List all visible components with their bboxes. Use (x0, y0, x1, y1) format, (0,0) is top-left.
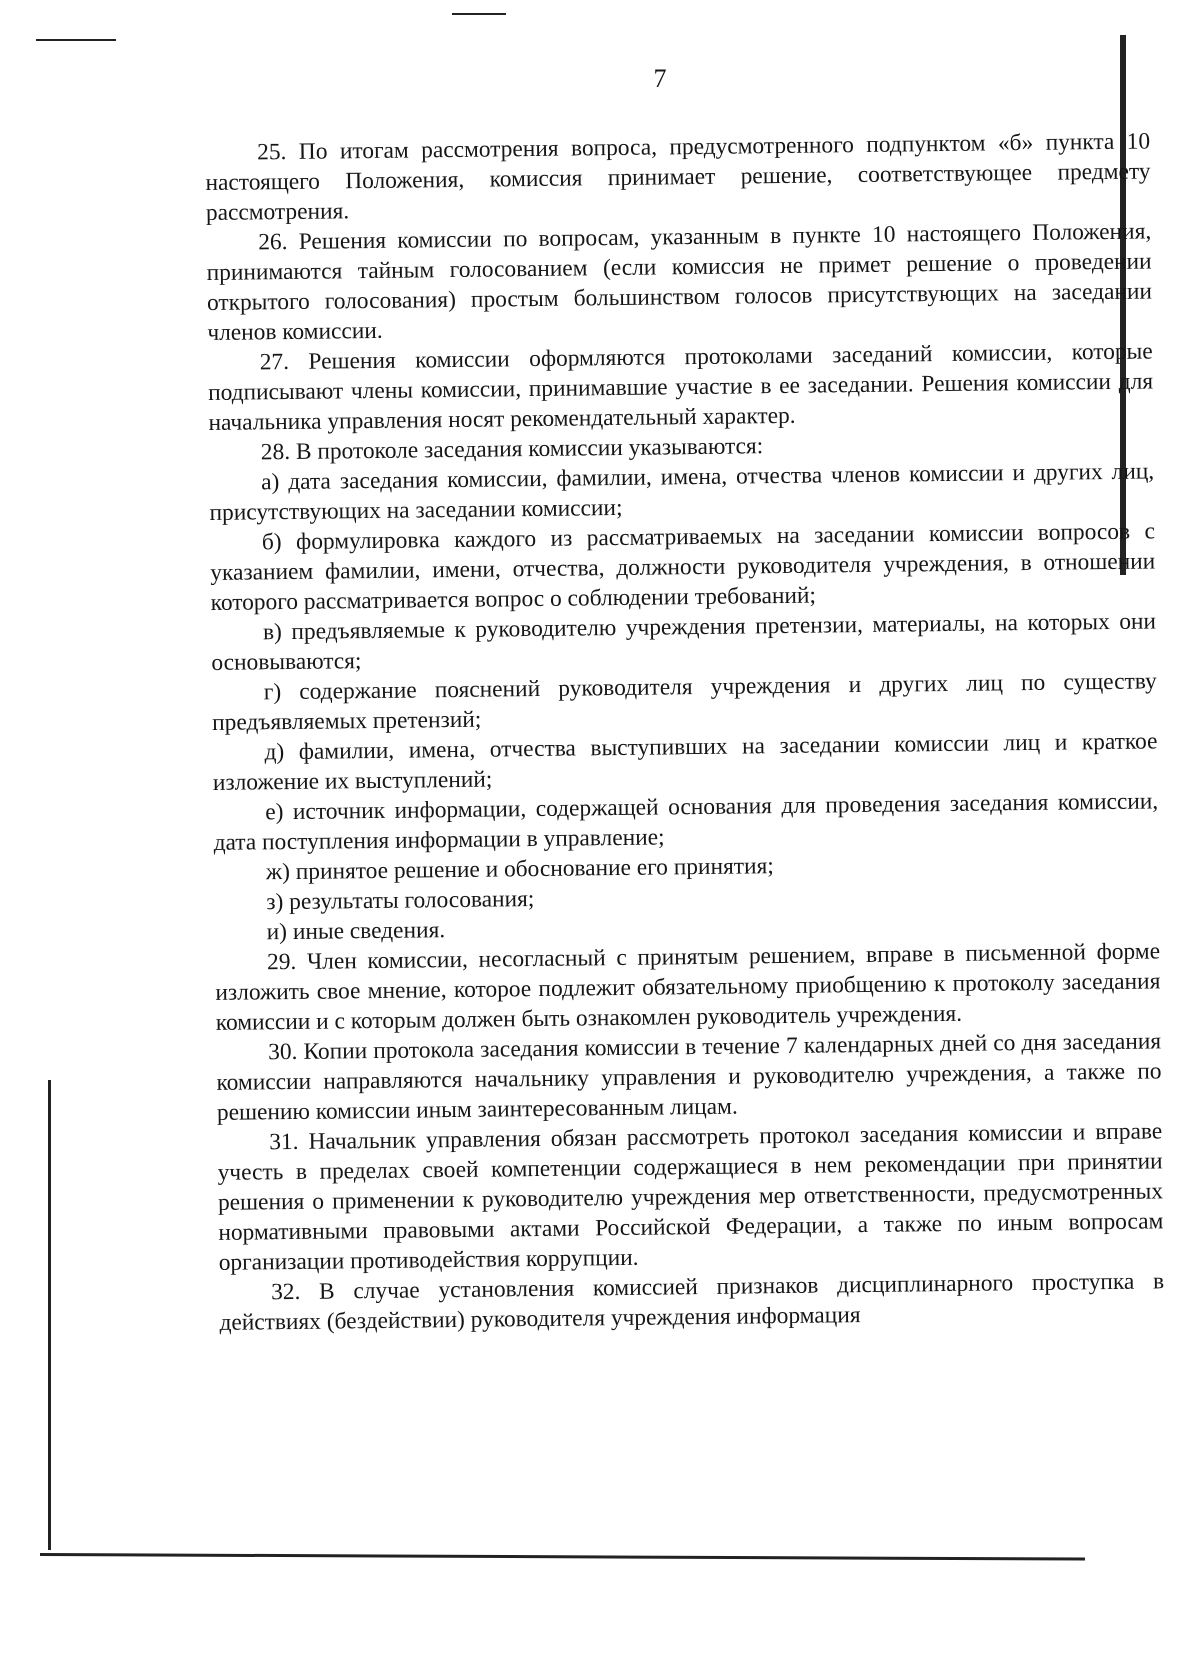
list-item-v: в) предъявляемые к руководителю учреждения претензии, материалы, на которых они основываются; (211, 608, 1157, 676)
list-item-g: г) содержание пояснений руководителя учреждения и других лиц по существу предъявляемых претензий; (211, 668, 1157, 736)
scan-edge-left (48, 1080, 51, 1550)
list-item-zh: ж) принятое решение и обоснование его принятия; (265, 853, 774, 886)
paragraph-25: 25. По итогам рассмотрения вопроса, предусмотренного подпунктом «б» пункта 10 настоящего Положения, комиссия принимает решение, соответствующее предмету рассмотрения. (205, 128, 1151, 226)
paragraph-31: 31. Начальник управления обязан рассмотреть протокол заседания комиссии и вправе учесть в пределах своей компетенции содержащиеся в нем рекомендации при принятии решения о применении к руководителю учреждения мер ответственности, предусмотренных нормативными правовыми актами Российской Федерации, а также по иным вопросам организации противодействия коррупции. (217, 1118, 1164, 1276)
paragraph-28: 28. В протоколе заседания комиссии указываются: (260, 433, 764, 466)
paragraph-26: 26. Решения комиссии по вопросам, указанным в пункте 10 настоящего Положения, принимаются тайным голосованием (если комиссия не примет решение о проведении открытого голосования) простым большинством голосов присутствующих на заседании членов комиссии. (206, 218, 1153, 346)
list-item-z: з) результаты голосования; (266, 886, 535, 916)
list-item-b: б) формулировка каждого из рассматриваемых на заседании комиссии вопросов с указанием фамилии, имени, отчества, должности руководителя учреждения, в отношении которого рассматривается вопрос о соблюдении требований; (210, 518, 1156, 616)
paragraph-30: 30. Копии протокола заседания комиссии в течение 7 календарных дней со дня заседания комиссии направляются начальнику управления и руководителю учреждения, а также по решению комиссии иным заинтересованным лицам. (216, 1028, 1162, 1126)
page-number: 7 (653, 64, 667, 93)
scan-edge-top-mark (452, 13, 506, 15)
scan-edge-bottom (40, 1553, 1085, 1561)
paragraph-29: 29. Член комиссии, несогласный с принятым решением, вправе в письменной форме изложить свое мнение, которое подлежит обязательному приобщению к протоколу заседания комиссии и с которым должен быть ознакомлен руководитель учреждения. (215, 938, 1161, 1036)
paragraph-27: 27. Решения комиссии оформляются протоколами заседаний комиссии, которые подписывают члены комиссии, принимавшие участие в ее заседании. Решения комиссии для начальника управления носят рекомендательный характер. (207, 338, 1154, 436)
scan-edge-top-left (36, 39, 116, 41)
list-item-i: и) иные сведения. (266, 917, 446, 946)
document-body (205, 126, 1165, 1337)
paragraph-32: 32. В случае установления комиссией признаков дисциплинарного проступка в действиях (бездействии) руководителя учреждения информация (219, 1268, 1165, 1336)
list-item-a: а) дата заседания комиссии, фамилии, имена, отчества членов комиссии и других лиц, присутствующих на заседании комиссии; (209, 458, 1155, 526)
list-item-e: е) источник информации, содержащей основания для проведения заседания комиссии, дата поступления информации в управление; (213, 788, 1159, 856)
list-item-d: д) фамилии, имена, отчества выступивших на заседании комиссии лиц и краткое изложение их выступлений; (212, 728, 1158, 796)
